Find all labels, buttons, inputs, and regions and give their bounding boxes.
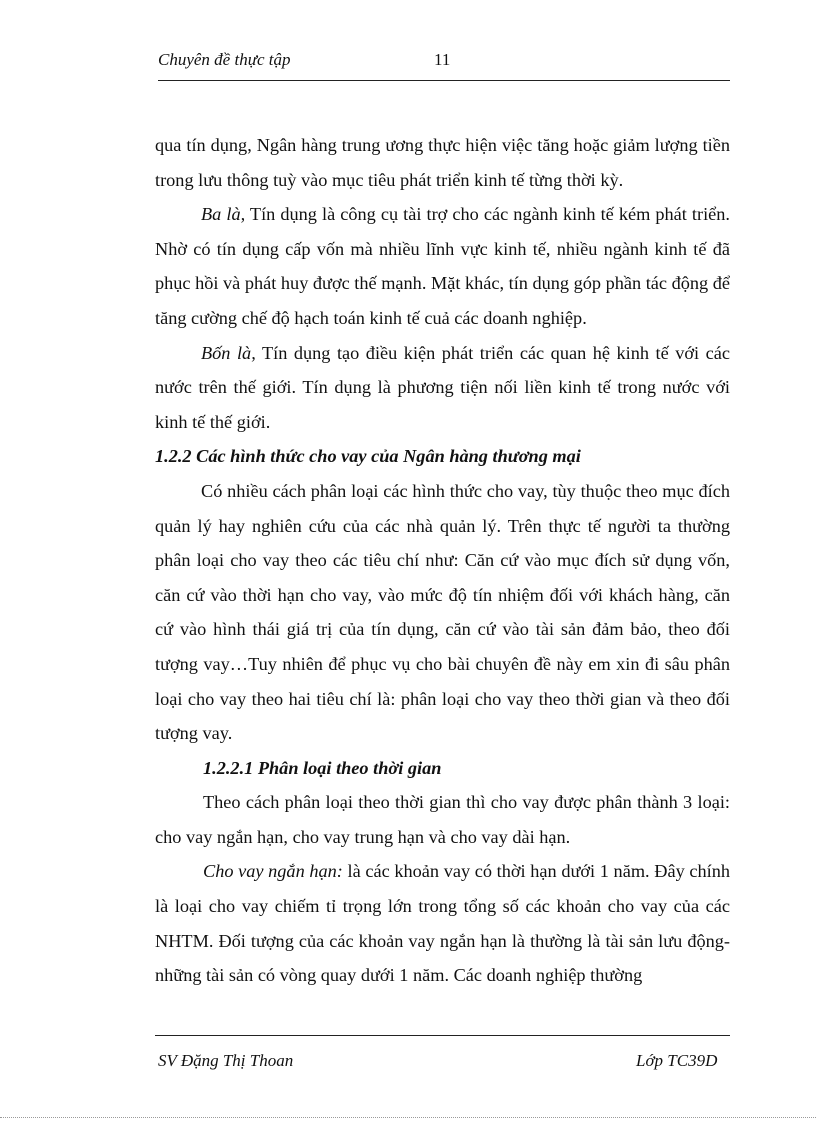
paragraph-text: Tín dụng tạo điều kiện phát triển các quan hệ kinh tế với các nước trên thế giới. Tín dụng là phương tiện nối liền kinh tế trong nước với kinh tế thế giới. — [155, 342, 730, 432]
page-header — [158, 50, 730, 78]
header-title: Chuyên đề thực tập — [158, 50, 291, 69]
header-rule — [158, 80, 730, 81]
page-number: 11 — [434, 50, 451, 69]
section-heading-1-2-2: 1.2.2 Các hình thức cho vay của Ngân hàng thương mại — [155, 446, 581, 467]
footer-class: Lớp TC39D — [636, 1051, 718, 1070]
paragraph-bon-la — [155, 336, 730, 440]
paragraph-text: là các khoản vay có thời hạn dưới 1 năm. Đây chính là loại cho vay chiếm tỉ trọng lớn trong tổng số các khoản cho vay của các NHTM. Đối tượng của các khoản vay ngắn hạn là thường là tài sản lưu động- những tài sản có vòng quay dưới 1 năm. Các doanh nghiệp thường — [155, 861, 730, 986]
page-boundary — [0, 1117, 816, 1118]
paragraph-continuation — [155, 128, 730, 197]
paragraph-lead: Cho vay ngắn hạn: — [203, 861, 343, 882]
footer-rule — [155, 1035, 730, 1036]
paragraph-lead: Bốn là, — [201, 342, 256, 363]
paragraph-time-classification — [155, 785, 730, 854]
paragraph-lead: Ba là, — [201, 204, 246, 225]
paragraph-text: qua tín dụng, Ngân hàng trung ương thực hiện việc tăng hoặc giảm lượng tiền trong lưu thông tuỳ vào mục tiêu phát triển kinh tế từng thời kỳ. — [155, 135, 730, 190]
paragraph-ba-la — [155, 197, 730, 335]
footer-author: SV Đặng Thị Thoan — [158, 1051, 294, 1070]
document-body — [155, 128, 730, 993]
paragraph-text: Tín dụng là công cụ tài trợ cho các ngành kinh tế kém phát triển. Nhờ có tín dụng cấp vốn mà nhiều lĩnh vực kinh tế, nhiều ngành kinh tế đã phục hồi và phát huy được thế mạnh. Mặt khác, tín dụng góp phần tác động để tăng cường chế độ hạch toán kinh tế cuả các doanh nghiệp. — [155, 204, 730, 328]
paragraph-lending-forms — [155, 474, 730, 751]
section-heading-1-2-2-1: 1.2.2.1 Phân loại theo thời gian — [203, 757, 442, 778]
paragraph-short-term — [155, 854, 730, 992]
paragraph-text: Có nhiều cách phân loại các hình thức cho vay, tùy thuộc theo mục đích quản lý hay nghiên cứu của các nhà quản lý. Trên thực tế người ta thường phân loại cho vay theo các tiêu chí như: Căn cứ vào mục đích sử dụng vốn, căn cứ vào thời hạn cho vay, vào mức độ tín nhiệm đối với khách hàng, căn cứ vào hình thái giá trị của tín dụng, căn cứ vào tài sản đảm bảo, theo đối tượng vay…Tuy nhiên để phục vụ cho bài chuyên đề này em xin đi sâu phân loại cho vay theo hai tiêu chí là: phân loại cho vay theo thời gian và theo đối tượng vay. — [155, 480, 730, 744]
paragraph-text: Theo cách phân loại theo thời gian thì cho vay được phân thành 3 loại: cho vay ngắn hạn, cho vay trung hạn và cho vay dài hạn. — [155, 792, 730, 847]
